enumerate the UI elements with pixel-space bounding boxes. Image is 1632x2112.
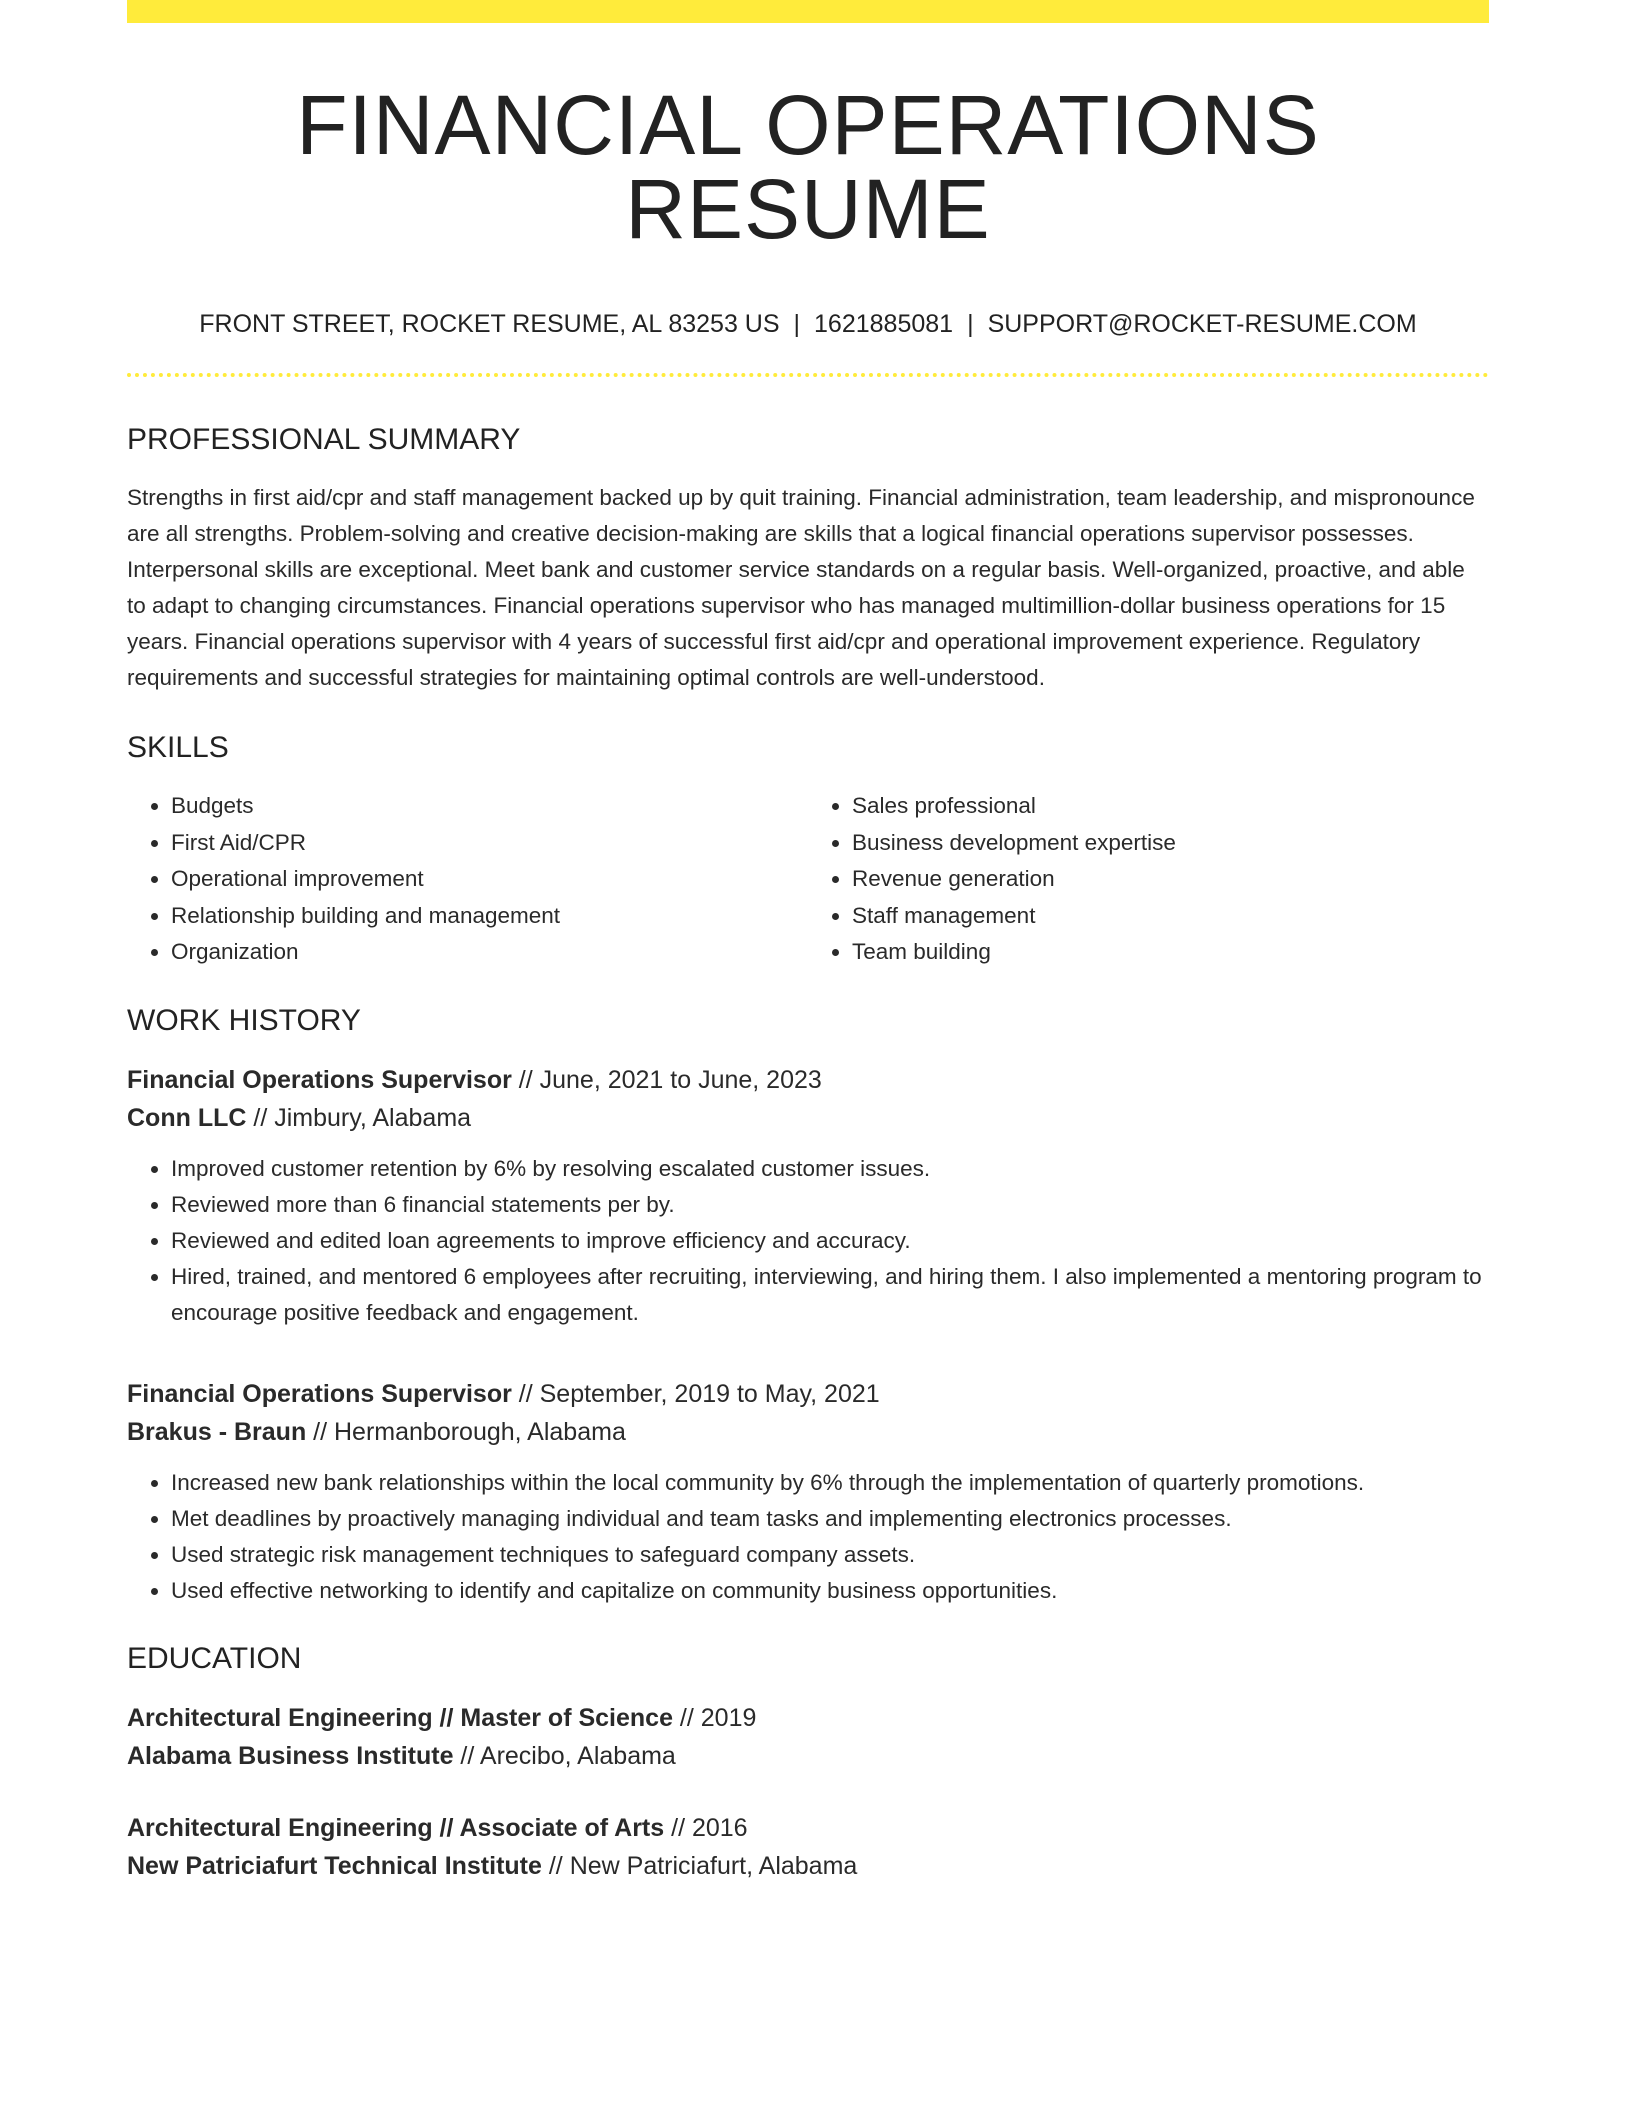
education-degree: Architectural Engineering // Associate of Arts xyxy=(127,1813,665,1842)
education-school: Alabama Business Institute xyxy=(127,1741,454,1770)
job-bullet: • Used effective networking to identify and capitalize on community business opportunities. xyxy=(171,1573,1489,1609)
skill-item: • Revenue generation xyxy=(852,861,1489,898)
skill-item: • Staff management xyxy=(852,898,1489,935)
education-entry xyxy=(127,1699,1489,1775)
skills-list-right xyxy=(808,788,1489,971)
contact-email: SUPPORT@ROCKET-RESUME.COM xyxy=(987,310,1417,338)
job-bullet: • Reviewed more than 6 financial statements per by. xyxy=(171,1187,1489,1223)
job-company-line xyxy=(127,1099,1489,1137)
skills-list-left xyxy=(127,788,808,971)
skill-item: • Relationship building and management xyxy=(171,898,808,935)
education-school-line xyxy=(127,1737,1489,1775)
contact-line xyxy=(127,309,1489,339)
job-dates: // September, 2019 to May, 2021 xyxy=(511,1379,880,1408)
skill-item: • Operational improvement xyxy=(171,861,808,898)
job-location: // Hermanborough, Alabama xyxy=(306,1417,626,1446)
education-school: New Patriciafurt Technical Institute xyxy=(127,1851,542,1880)
skills-columns xyxy=(127,788,1489,971)
skill-item: • First Aid/CPR xyxy=(171,825,808,862)
skill-item: • Organization xyxy=(171,934,808,971)
job-entry xyxy=(127,1375,1489,1609)
job-bullet: • Used strategic risk management techniques to safeguard company assets. xyxy=(171,1537,1489,1573)
job-bullets xyxy=(127,1465,1489,1609)
skill-item: • Budgets xyxy=(171,788,808,825)
education-entry xyxy=(127,1809,1489,1885)
job-bullet: • Improved customer retention by 6% by resolving escalated customer issues. xyxy=(171,1151,1489,1187)
education-degree: Architectural Engineering // Master of Science xyxy=(127,1703,673,1732)
job-position: Financial Operations Supervisor xyxy=(127,1065,512,1094)
job-bullet: • Hired, trained, and mentored 6 employees after recruiting, interviewing, and hiring them. I also implemented a mentoring program to encourage positive feedback and engagement. xyxy=(171,1259,1489,1331)
job-company-line xyxy=(127,1413,1489,1451)
work-history-heading: WORK HISTORY xyxy=(127,1003,361,1037)
contact-address: FRONT STREET, ROCKET RESUME, AL 83253 US xyxy=(199,310,780,338)
contact-phone: 1621885081 xyxy=(814,310,954,338)
job-location: // Jimbury, Alabama xyxy=(246,1103,472,1132)
education-location: // New Patriciafurt, Alabama xyxy=(541,1851,858,1880)
job-entry xyxy=(127,1061,1489,1331)
job-title-line xyxy=(127,1375,1489,1413)
job-bullet: • Reviewed and edited loan agreements to improve efficiency and accuracy. xyxy=(171,1223,1489,1259)
education-degree-line xyxy=(127,1809,1489,1847)
summary-text: Strengths in first aid/cpr and staff management backed up by quit training. Financial administration, team leadership, and mispronounce are all strengths. Problem-solving and creative decision-making are skills that a logical financial operations supervisor possesses. Interpersonal skills are exceptional. Meet bank and customer service standards on a regular basis. Well-organized, proactive, and able to adapt to changing circumstances. Financial operations supervisor who has managed multimillion-dollar business operations for 15 years. Financial operations supervisor with 4 years of successful first aid/cpr and operational improvement experience. Regulatory requirements and successful strategies for maintaining optimal controls are well-understood. xyxy=(127,485,1475,690)
contact-separator: | xyxy=(793,310,801,338)
job-position: Financial Operations Supervisor xyxy=(127,1379,512,1408)
job-company: Brakus - Braun xyxy=(127,1417,307,1446)
education-school-line xyxy=(127,1847,1489,1885)
accent-top-bar xyxy=(127,0,1489,23)
skill-item: • Business development expertise xyxy=(852,825,1489,862)
education-year: // 2016 xyxy=(664,1813,748,1842)
skill-item: • Team building xyxy=(852,934,1489,971)
job-bullet: • Increased new bank relationships within the local community by 6% through the implementation of quarterly promotions. xyxy=(171,1465,1489,1501)
education-degree-line xyxy=(127,1699,1489,1737)
dotted-divider xyxy=(127,373,1489,377)
contact-separator: | xyxy=(967,310,974,338)
education-location: // Arecibo, Alabama xyxy=(453,1741,676,1770)
resume-title: FINANCIAL OPERATIONS RESUME xyxy=(296,78,1320,256)
job-title-line xyxy=(127,1061,1489,1099)
job-bullets xyxy=(127,1151,1489,1331)
education-heading: EDUCATION xyxy=(127,1641,302,1675)
job-company: Conn LLC xyxy=(127,1103,247,1132)
resume-page xyxy=(127,0,1489,1885)
job-dates: // June, 2021 to June, 2023 xyxy=(511,1065,822,1094)
education-year: // 2019 xyxy=(672,1703,757,1732)
summary-heading: PROFESSIONAL SUMMARY xyxy=(127,423,521,456)
skill-item: • Sales professional xyxy=(852,788,1489,825)
job-bullet: • Met deadlines by proactively managing individual and team tasks and implementing electronics processes. xyxy=(171,1501,1489,1537)
skills-heading: SKILLS xyxy=(127,731,229,764)
